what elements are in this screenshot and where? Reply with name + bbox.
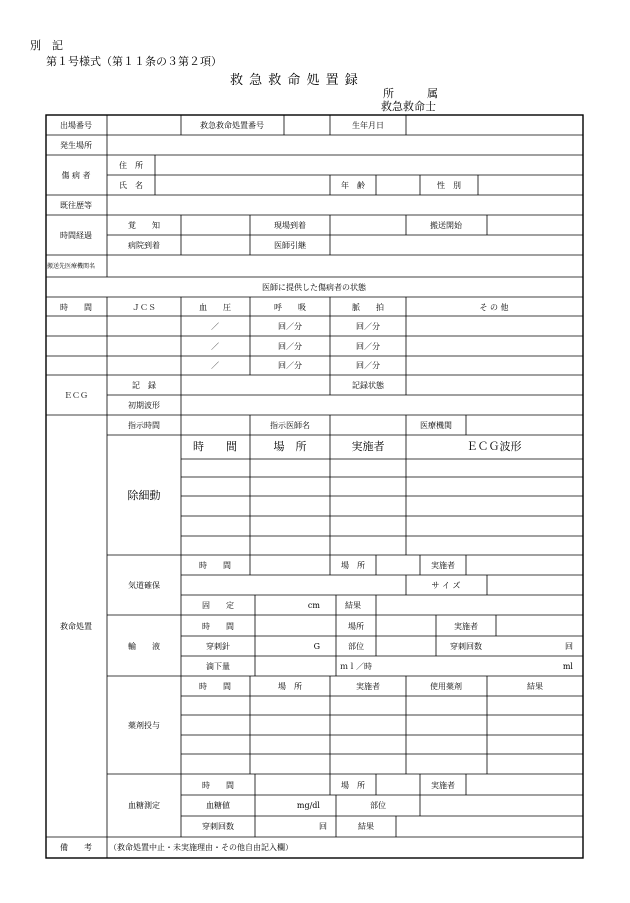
infusion-label: 輸 液: [128, 642, 160, 651]
glucose-punct-label: 穿刺回数: [202, 822, 234, 831]
initial-wave-label: 初期波形: [128, 401, 160, 410]
resp-unit: 回／分: [278, 322, 302, 331]
glucose-test-label: 血糖測定: [128, 801, 160, 810]
birth-date-label: 生年月日: [352, 121, 384, 130]
treatment-label: 救命処置: [60, 622, 92, 631]
def-person-header: 実施者: [351, 440, 385, 453]
remarks-label: 備 考: [60, 843, 92, 852]
drug-time-header: 時 間: [199, 682, 231, 691]
dest-hospital-label: 搬送先医療機関名: [47, 263, 96, 270]
drug-place-header: 場 所: [278, 682, 302, 691]
ml-hr-unit: ｍｌ／時: [340, 662, 372, 671]
pulse-header: 脈 拍: [352, 303, 384, 312]
page-title: 救 急 救 命 処 置 録: [230, 73, 359, 88]
name-label: 氏 名: [119, 181, 143, 190]
resp-unit: 回／分: [278, 361, 302, 370]
gauge-unit: G: [313, 642, 320, 651]
resp-unit: 回／分: [278, 342, 302, 351]
form-number: 第１号様式（第１１条の３第２項）: [46, 55, 222, 68]
record-label: 記 録: [132, 381, 156, 390]
glucose-value-label: 血糖値: [206, 801, 230, 810]
infusion-place-header: 場所: [348, 622, 364, 631]
pulse-unit: 回／分: [356, 322, 380, 331]
pulse-unit: 回／分: [356, 342, 380, 351]
punct-count-label: 穿刺回数: [450, 642, 482, 651]
time-course-label: 時間経過: [60, 231, 92, 240]
airway-place-header: 場 所: [341, 561, 365, 570]
drug-result-header: 結果: [527, 682, 543, 691]
dispatch-no-label: 出場番号: [60, 121, 92, 130]
record-status-label: 記録状態: [352, 381, 384, 390]
size-label: サ イ ズ: [431, 581, 461, 590]
airway-time-header: 時 間: [199, 561, 231, 570]
ml-unit: ml: [562, 662, 573, 671]
instr-doctor-label: 指示医師名: [270, 421, 310, 430]
airway-result-label: 結果: [345, 601, 361, 610]
glucose-place-header: 場 所: [341, 781, 365, 790]
handover-label: 医師引継: [274, 241, 306, 250]
infusion-site-label: 部位: [348, 642, 364, 651]
transport-start-label: 搬送開始: [430, 221, 462, 230]
affiliation-label: 所 属: [383, 87, 438, 100]
aware-label: 覚 知: [128, 221, 160, 230]
glucose-person-header: 実施者: [431, 781, 455, 790]
cm-unit: cm: [307, 601, 320, 610]
drug-label: 薬剤投与: [128, 721, 160, 730]
ecg-label: ＥＣＧ: [64, 391, 88, 400]
glucose-times-unit: 回: [319, 822, 327, 831]
bp-slash: ／: [211, 361, 219, 370]
drug-used-header: 使用薬剤: [430, 682, 462, 691]
instr-time-label: 指示時間: [128, 421, 160, 430]
mgdl-unit: mg/dl: [296, 801, 320, 810]
resp-header: 呼 吸: [274, 303, 306, 312]
pulse-unit: 回／分: [356, 361, 380, 370]
def-time-header: 時 間: [193, 440, 237, 453]
treatment-no-label: 救急救命処置番号: [200, 121, 264, 130]
def-wave-header: ＥＣＧ波形: [466, 440, 522, 453]
infusion-person-header: 実施者: [454, 622, 478, 631]
form-grid: [46, 115, 583, 858]
other-header: そ の 他: [479, 303, 509, 312]
sex-label: 性 別: [437, 181, 461, 190]
jcs-header: ＪＣＳ: [132, 303, 156, 312]
infusion-time-header: 時 間: [202, 622, 234, 631]
times-unit: 回: [565, 642, 573, 651]
address-label: 住 所: [119, 161, 143, 170]
arrive-hospital-label: 病院到着: [128, 241, 160, 250]
med-inst-label: 医療機関: [420, 421, 452, 430]
defib-label: 除細動: [127, 489, 161, 502]
emt-label: 救急救命士: [381, 100, 436, 113]
vital-time-header: 時 間: [60, 303, 92, 312]
patient-label: 傷 病 者: [61, 171, 91, 180]
bp-slash: ／: [211, 322, 219, 331]
state-title: 医師に提供した傷病者の状態: [262, 283, 366, 292]
glucose-site-label: 部位: [370, 801, 386, 810]
def-place-header: 場 所: [273, 440, 307, 453]
location-label: 発生場所: [60, 141, 92, 150]
drug-person-header: 実施者: [356, 682, 380, 691]
airway-label: 気道確保: [128, 581, 160, 590]
glucose-time-header: 時 間: [202, 781, 234, 790]
age-label: 年 齢: [341, 181, 365, 190]
needle-label: 穿刺針: [206, 642, 230, 651]
fixation-label: 固 定: [202, 601, 234, 610]
history-label: 既往歴等: [60, 201, 92, 210]
bp-header: 血 圧: [199, 303, 231, 312]
remarks-note: （救命処置中止・未実施理由・その他自由記入欄）: [109, 843, 293, 852]
drip-label: 滴下量: [206, 662, 230, 671]
arrive-scene-label: 現場到着: [274, 221, 306, 230]
annex-label: 別 記: [30, 39, 63, 52]
glucose-result-label: 結果: [358, 822, 374, 831]
bp-slash: ／: [211, 342, 219, 351]
airway-person-header: 実施者: [431, 561, 455, 570]
